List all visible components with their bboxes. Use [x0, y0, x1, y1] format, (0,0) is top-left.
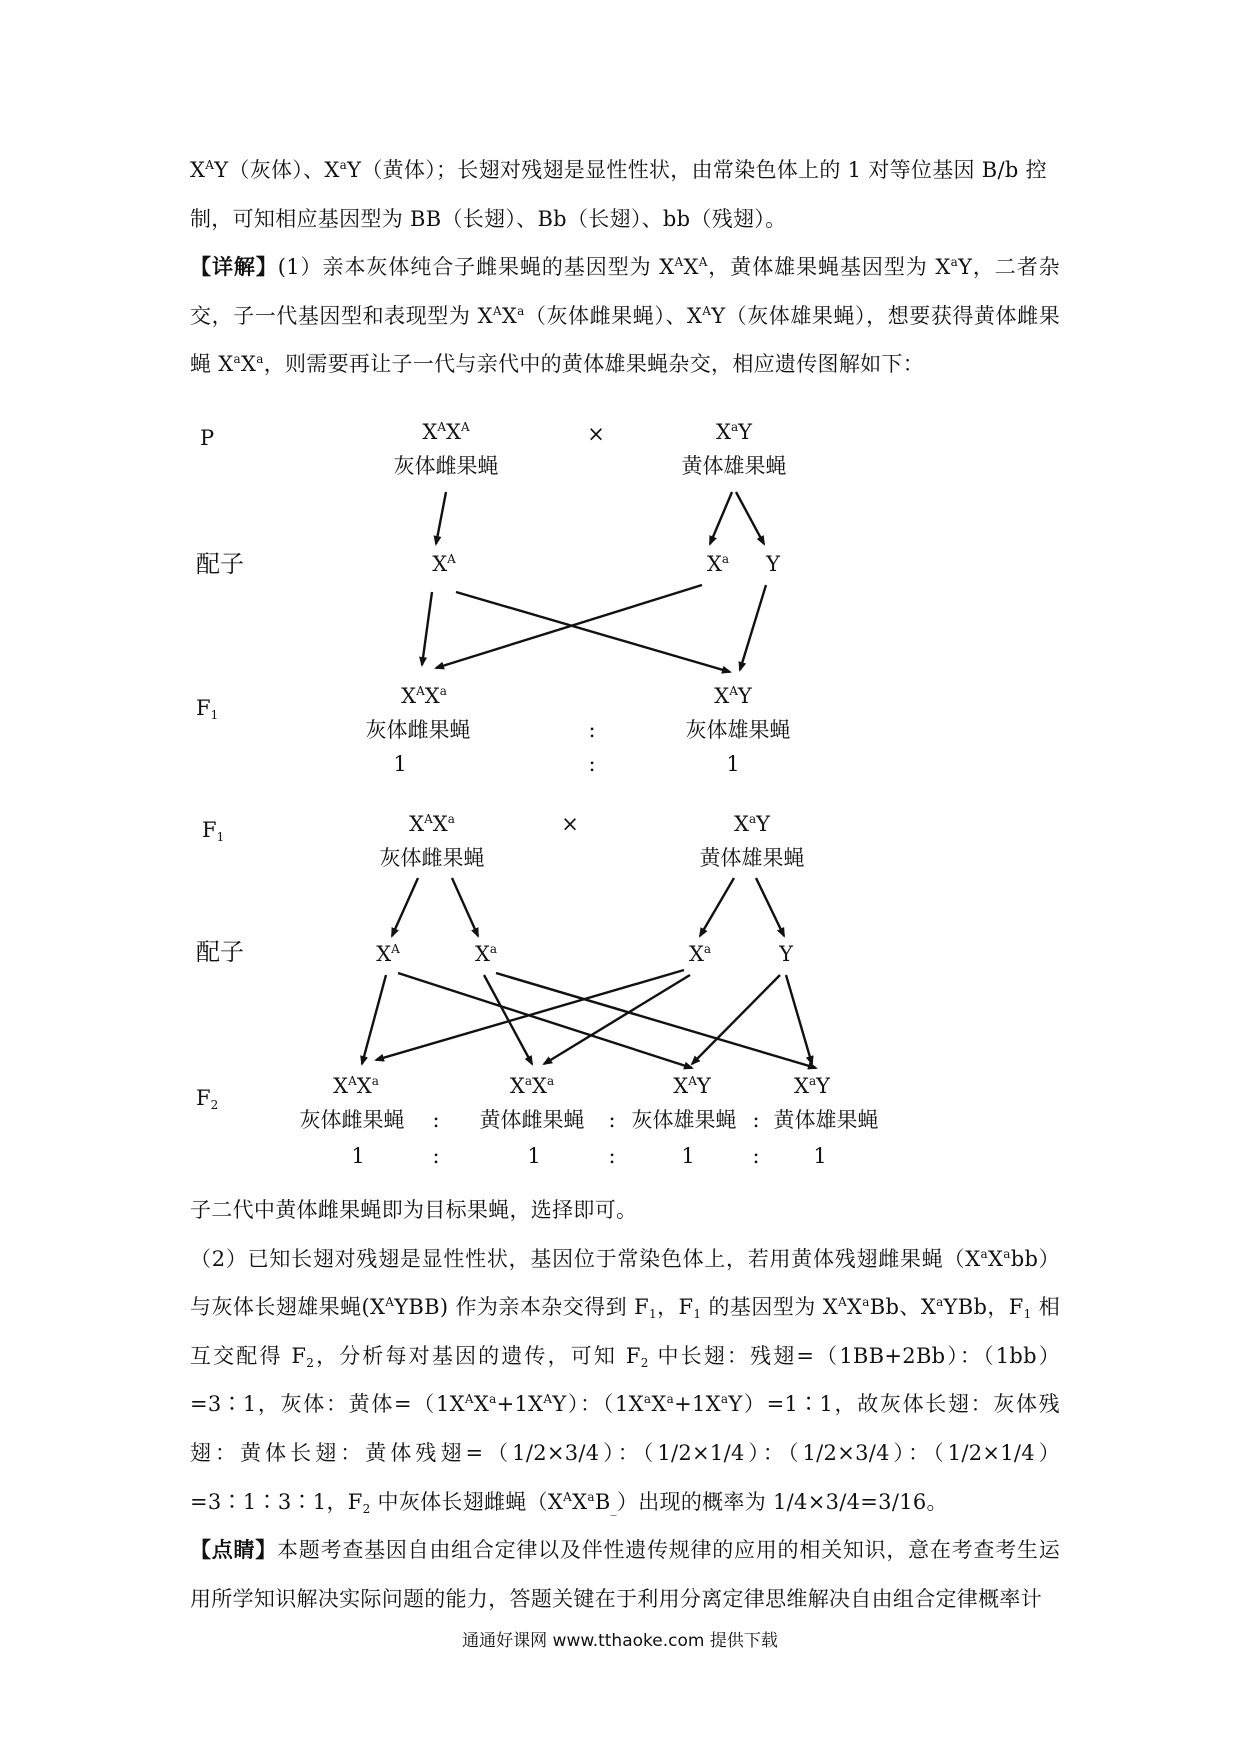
arrow-g4-o4 [786, 975, 812, 1064]
cross-symbol: × [587, 422, 605, 446]
f1-ratio-2: 1 [726, 752, 740, 776]
f1-male-genotype: $X^aY$ [734, 812, 770, 836]
f2-colon: : [752, 1144, 760, 1168]
genotype-xay: $X^AY$ [190, 158, 229, 182]
f1-female-phenotype: 灰体雌果蝇 [379, 846, 485, 870]
f2-ratio-4: 1 [813, 1144, 827, 1168]
ratio-colon: : [588, 752, 596, 776]
arrow-xa-f1-male [456, 592, 730, 672]
p-female-phenotype: 灰体雌果蝇 [393, 454, 499, 478]
page-footer: 通通好课网 www.tthaoke.com 提供下载 [462, 1631, 778, 1651]
gamete-female: $X^A$ [432, 552, 456, 576]
arrow-f1-male-gamete-2 [756, 878, 784, 936]
cross-symbol-2: × [561, 812, 579, 836]
f1-offspring-2-genotype: $X^AY$ [714, 684, 752, 708]
arrow-g4-o3 [692, 975, 780, 1064]
intro-line-2: 制，可知相应基因型为 BB（长翅）、Bb（长翅）、bb（残翅）。 [190, 206, 787, 231]
f2-offspring-2-genotype: $X^aX^a$ [509, 1074, 555, 1098]
f1-male-phenotype: 黄体雄果蝇 [699, 846, 805, 870]
f2-ratio-2: 1 [527, 1144, 541, 1168]
arrow-g1-o1 [362, 975, 386, 1064]
detail-paragraph: 【详解】(1）亲本灰体纯合子雌果蝇的基因型为 $X^AX^A$，黄体雄果蝇基因型为 $X^aY$，二者杂交，子一代基因型和表现型为 $X^AX^a$（灰体雌果蝇）、$X^AY$（灰体雄果蝇），想要获得黄体雌果蝇 $X^aX^a$，则需要再让子一代与亲代中的黄体雄果蝇杂交，相应遗传图解如下： [190, 254, 1060, 377]
f1-gamete-4: Y [779, 942, 793, 966]
f2-colon: : [752, 1108, 760, 1132]
f2-offspring-4-genotype: $X^aY$ [794, 1074, 830, 1098]
ratio-colon: : [588, 718, 596, 742]
f2-colon: : [608, 1108, 616, 1132]
gen-gamete-label-2: 配子 [196, 938, 244, 966]
arrow-p-female-gamete [436, 492, 446, 544]
f2-offspring-4-phenotype: 黄体雄果蝇 [773, 1108, 879, 1132]
arrow-f1-female-gamete-1 [392, 878, 418, 936]
f1-offspring-1-phenotype: 灰体雌果蝇 [365, 718, 471, 742]
f2-offspring-1-genotype: $X^AX^a$ [333, 1074, 379, 1098]
f2-ratio-1: 1 [351, 1144, 365, 1168]
f2-offspring-2-phenotype: 黄体雌果蝇 [479, 1108, 585, 1132]
arrow-xa-f1-female [422, 592, 432, 665]
gen-f2-label: $F_2$ [196, 1086, 219, 1112]
arrow-g2-o2 [484, 975, 532, 1064]
p-male-phenotype: 黄体雄果蝇 [681, 454, 787, 478]
f2-offspring-3-genotype: $X^AY$ [673, 1074, 711, 1098]
arrow-y-f1-male [740, 585, 766, 670]
f1-ratio-1: 1 [393, 752, 407, 776]
gen-f1-label-2: $F_1$ [202, 818, 225, 844]
f2-colon: : [608, 1144, 616, 1168]
arrow-p-male-gamete-y [736, 492, 764, 544]
point-paragraph: 【点睛】本题考查基因自由组合定律以及伴性遗传规律的应用的相关知识，意在考查考生运用所学知识解决实际问题的能力，答题关键在于利用分离定律思维解决自由组合定律概率计 [190, 1537, 1060, 1611]
arrow-p-male-gamete-xa [710, 492, 732, 544]
p-female-genotype: $X^AX^A$ [422, 420, 470, 444]
arrow-f1-male-gamete-1 [700, 878, 734, 936]
gamete-male-1: $X^a$ [706, 552, 730, 576]
f1-gamete-2: $X^a$ [474, 942, 498, 966]
p-male-genotype: $X^aY$ [716, 420, 752, 444]
intro-text: $X^AY$（灰体）、$X^aY$（黄体）；长翅对残翅是显性性状，由常染色体上的 1 对等位基因 B/b 控 制，可知相应基因型为 BB（长翅）、Bb（长翅）、bb（残翅）。 【详解】(1）亲本灰体纯合子雌果蝇的基因型为 $X^AX^A$，黄体雄果蝇基因型为 $X^aY$，二者杂交，子一代基因型和表现型为 $X^AX^a$（灰体雌果蝇）、$X^AY$（灰体雄果蝇），想要获得黄体雌果蝇 $X^aX^a$，则需要再让子一代与亲代中的黄体雄果蝇杂交，相应遗传图解如下： [190, 146, 1060, 389]
f1-offspring-2-phenotype: 灰体雄果蝇 [685, 718, 791, 742]
gen-f1-label: $F_1$ [196, 696, 219, 722]
arrow-f1-female-gamete-2 [452, 878, 478, 936]
f2-offspring-3-phenotype: 灰体雄果蝇 [631, 1108, 737, 1132]
gen-gamete-label: 配子 [196, 550, 244, 578]
analysis-text [190, 1186, 1060, 1623]
f2-colon: : [432, 1108, 440, 1132]
f1-female-genotype: $X^AX^a$ [409, 812, 455, 836]
conclusion-line: 子二代中黄体雌果蝇即为目标果蝇，选择即可。 [190, 1198, 638, 1222]
f2-ratio-3: 1 [681, 1144, 695, 1168]
gamete-male-2: Y [766, 552, 780, 576]
f2-offspring-1-phenotype: 灰体雌果蝇 [299, 1108, 405, 1132]
part2-paragraph: （2）已知长翅对残翅是显性性状，基因位于常染色体上，若用黄体残翅雌果蝇$(X^aX^abb)$与灰体长翅雄果蝇$(X^AYBB)$ 作为亲本杂交得到 $F_1$，$F_1$ 的基因型为 $X^AX^aBb$、$X^aYBb$，$F_1$ 相互交配得 $F_2$，分析每对基因的遗传，可知 $F_2$ 中长翅：残翅=（1BB+2Bb）：（1bb）=3∶1，灰体：黄体$=(1X^AX^a+1X^AY)$：$(1X^aX^a+1X^aY)=1∶1$，故灰体长翅：灰体残翅：黄体长翅：黄体残翅=（1/2×3/4）：（1/2×1/4）：（1/2×3/4）：（1/2×1/4）=3∶1∶3∶1，$F_2$ 中灰体长翅雌蝇$(X^AX^aB_{\_})$出现的概率为 1/4×3/4=3/16。 [190, 1246, 1061, 1516]
f1-gamete-1: $X^A$ [376, 942, 400, 966]
gen-p-label: P [200, 426, 215, 450]
f2-colon: : [432, 1144, 440, 1168]
genotype-xay-lower: $X^aY$ [324, 158, 362, 182]
f1-gamete-3: $X^a$ [688, 942, 712, 966]
f1-offspring-1-genotype: $X^AX^a$ [401, 684, 447, 708]
